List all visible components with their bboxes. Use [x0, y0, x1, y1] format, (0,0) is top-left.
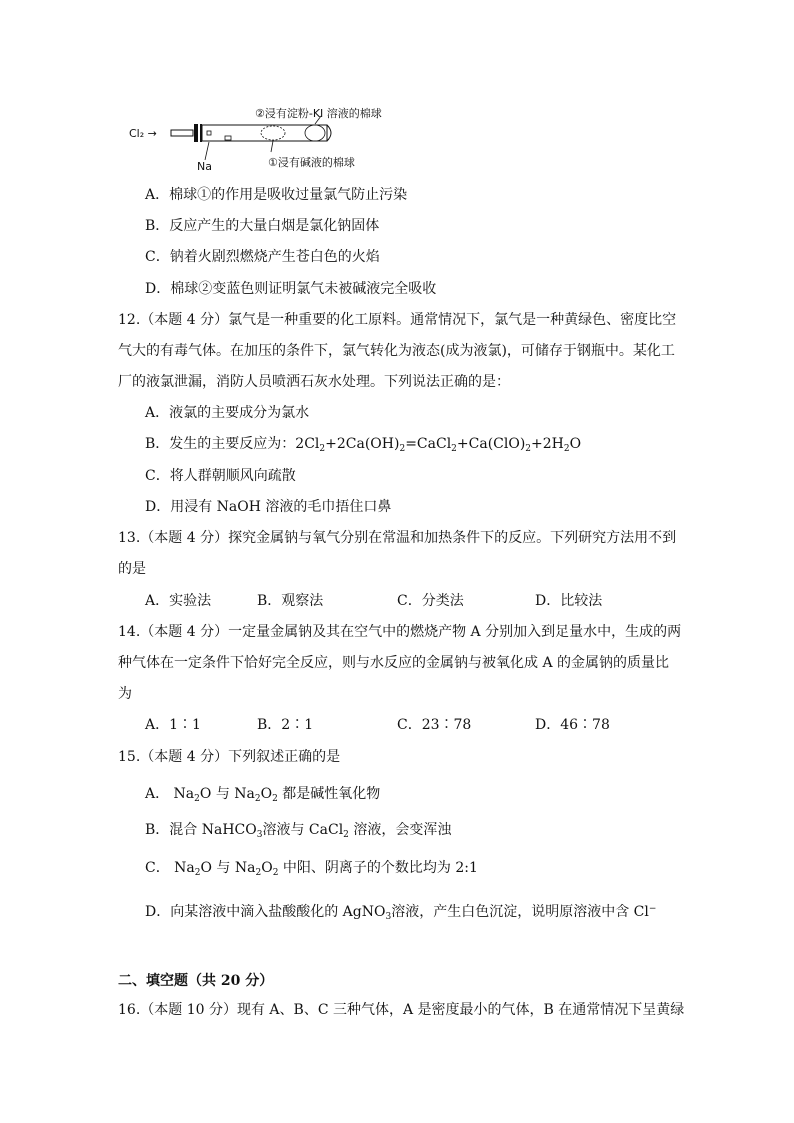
- q14-option-a: A．1∶1: [145, 717, 201, 733]
- cotton-ball-2: [305, 125, 325, 141]
- q12-equation: $2Cl_2+2Ca(OH)_2=CaCl_2+Ca(ClO)_2+2H_2O$: [295, 436, 582, 454]
- apparatus-diagram: [125, 100, 425, 180]
- label-line-bottom: [271, 141, 273, 152]
- q15-option-b-part-3: 溶液，会变浑浊: [353, 822, 452, 838]
- q15-option-b-part-2: 溶液与 CaCl: [262, 822, 344, 838]
- q13-stem-line-2: 的是: [118, 561, 146, 577]
- q12-stem-line-2: 气大的有毒气体。在加压的条件下，氯气转化为液态(成为液氯)，可储存于钢瓶中。某化工: [118, 343, 675, 359]
- q13-option-c: C．分类法: [397, 593, 464, 609]
- na-piece: [207, 131, 211, 135]
- q15-option-d-part-1: D．向某溶液中滴入盐酸酸化的 AgNO: [145, 904, 386, 920]
- q11-option-b: B．反应产生的大量白烟是氯化钠固体: [145, 218, 380, 234]
- q14-option-b: B．2∶1: [257, 717, 314, 733]
- q16-stem-line-1: 16.（本题 10 分）现有 A、B、C 三种气体，A 是密度最小的气体，B 在通常情况下呈黄绿: [118, 1002, 685, 1018]
- q15-option-c-text: 中阳、阴离子的个数比均为 2:1: [282, 860, 478, 876]
- q12-stem-line-3: 厂的液氯泄漏，消防人员喷洒石灰水处理。下列说法正确的是：: [118, 374, 510, 390]
- q15-option-b: B．混合 NaHCO$_3$溶液与 CaCl$_2$ 溶液，会变浑浊: [145, 822, 452, 840]
- cotton-ball-1: [261, 126, 285, 140]
- q13-options-row: [0, 592, 794, 610]
- q15-option-a: A． $Na_2O$ 与 $Na_2O_2$ 都是碱性氧化物: [145, 786, 381, 804]
- label-top: ②浸有淀粉-KI 溶液的棉球: [255, 107, 382, 120]
- na-pointer: [205, 142, 209, 160]
- q13-option-b: B．观察法: [257, 593, 324, 609]
- q14-option-c: C．23∶78: [397, 717, 472, 733]
- q12-option-d: D．用浸有 NaOH 溶液的毛巾捂住口鼻: [145, 499, 392, 515]
- q12-stem-line-1: 12.（本题 4 分）氯气是一种重要的化工原料。通常情况下，氯气是一种黄绿色、密度比空: [118, 312, 677, 328]
- section-2-title: 二、填空题（共 20 分）: [118, 973, 274, 989]
- q15-stem: 15.（本题 4 分）下列叙述正确的是: [118, 749, 341, 765]
- q14-stem-line-1: 14.（本题 4 分）一定量金属钠及其在空气中的燃烧产物 A 分别加入到足量水中，生成的两: [118, 624, 682, 640]
- stopper: [194, 124, 198, 142]
- q15-option-d: D．向某溶液中滴入盐酸酸化的 AgNO$_3$溶液，产生白色沉淀，说明原溶液中含 Cl−: [145, 904, 657, 922]
- q12-option-c: C．将人群朝顺风向疏散: [145, 468, 296, 484]
- q15-option-c: C． $Na_2O$ 与 $Na_2O_2$ 中阳、阴离子的个数比均为 2:1: [145, 860, 478, 878]
- q14-stem-line-2: 种气体在一定条件下恰好完全反应，则与水反应的金属钠与被氧化成 A 的金属钠的质量比: [118, 655, 670, 671]
- q11-option-d: D．棉球②变蓝色则证明氯气未被碱液完全吸收: [145, 281, 437, 297]
- q14-option-d: D．46∶78: [535, 717, 610, 733]
- q14-stem-line-3: 为: [118, 686, 132, 702]
- q12-option-b: [145, 435, 581, 458]
- na-label: Na: [197, 160, 212, 173]
- q14-options-row: [0, 716, 794, 734]
- q12-option-b-prefix: B．发生的主要反应为：: [145, 436, 296, 452]
- q13-stem-line-1: 13.（本题 4 分）探究金属钠与氧气分别在常温和加热条件下的反应。下列研究方法用不到: [118, 530, 677, 546]
- q11-option-a: A．棉球①的作用是吸收过量氯气防止污染: [145, 187, 408, 203]
- q11-option-c: C．钠着火剧烈燃烧产生苍白色的火焰: [145, 249, 380, 265]
- q13-option-a: A．实验法: [145, 593, 212, 609]
- tube-end: [327, 125, 331, 141]
- na-piece-2: [225, 136, 231, 140]
- q15-option-d-part-2: 溶液，产生白色沉淀，说明原溶液中含 Cl: [391, 904, 649, 920]
- q15-option-a-text: 都是碱性氧化物: [282, 786, 381, 802]
- inlet-tube: [171, 130, 193, 136]
- cl2-label: Cl₂ →: [129, 127, 157, 140]
- q13-option-d: D．比较法: [535, 593, 603, 609]
- q12-option-a: A．液氯的主要成分为氯水: [145, 405, 310, 421]
- label-bottom: ①浸有碱液的棉球: [268, 156, 355, 169]
- q15-option-b-part-1: B．混合 NaHCO: [145, 822, 257, 838]
